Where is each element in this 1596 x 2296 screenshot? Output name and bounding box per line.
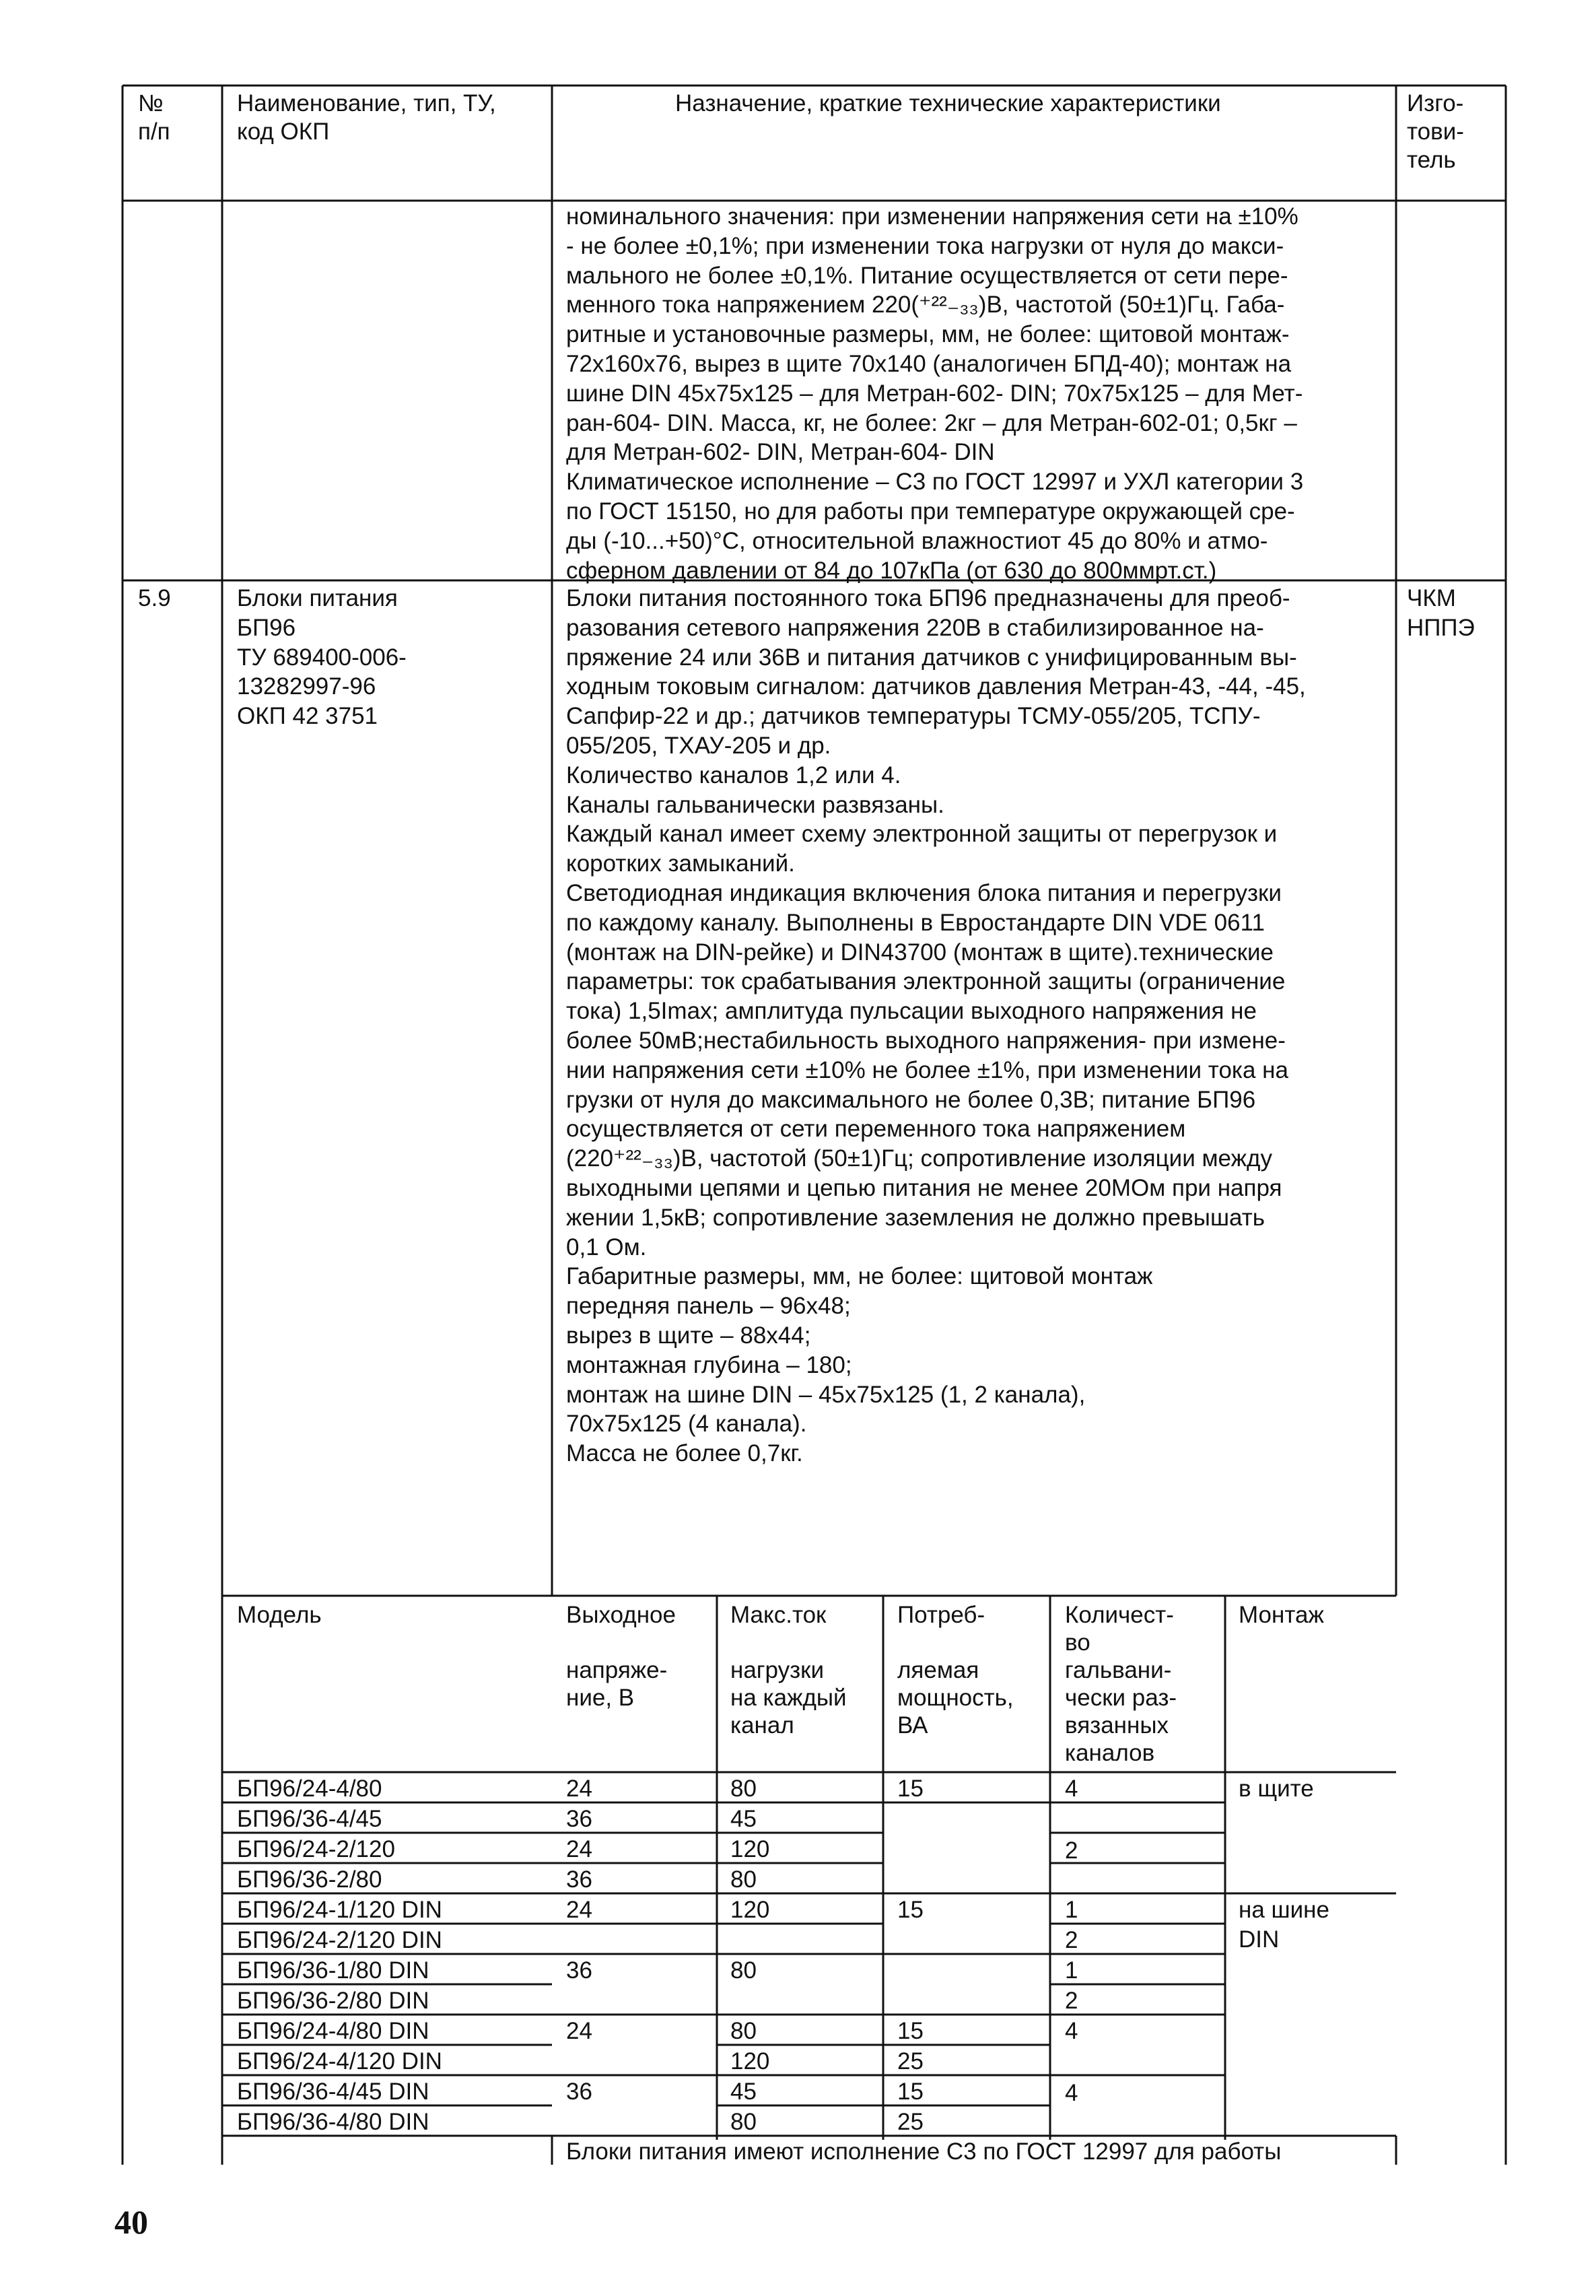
- model-name: БП96/24-2/120 DIN: [237, 1927, 442, 1953]
- models-header-model: Модель: [237, 1602, 322, 1628]
- voltage-cell: 36: [566, 1806, 592, 1832]
- voltage-cell: 36: [566, 1866, 592, 1893]
- page-number: 40: [114, 2203, 148, 2241]
- channels-cell: 4: [1065, 2080, 1078, 2106]
- model-name: БП96/36-4/45 DIN: [237, 2079, 429, 2105]
- voltage-cell: 24: [566, 2018, 592, 2044]
- channels-cell: 4: [1065, 2018, 1078, 2044]
- desc-line: Масса не более 0,7кг.: [566, 1440, 803, 1467]
- current-cell: 45: [730, 1806, 757, 1832]
- desc-line: грузки от нуля до максимального не более 0,3В; питание БП96: [566, 1086, 1256, 1113]
- text-line: для Метран-602- DIN, Метран-604- DIN: [566, 439, 995, 466]
- voltage-cell: 36: [566, 1957, 592, 1984]
- power-cell: 25: [897, 2109, 924, 2135]
- models-header-mount: Монтаж: [1239, 1602, 1324, 1628]
- text-line: сферном давлении от 84 до 107кПа (от 630 до 800ммрт.ст.): [566, 557, 1217, 584]
- item-name: [237, 584, 407, 731]
- item-maker-line: ЧКМ: [1407, 585, 1456, 611]
- model-name: БП96/36-1/80 DIN: [237, 1957, 429, 1984]
- model-name: БП96/24-4/120 DIN: [237, 2048, 442, 2074]
- text-line: номинального значения: при изменении напряжения сети на ±10%: [566, 203, 1298, 230]
- power-cell: 15: [897, 1897, 924, 1923]
- current-cell: 80: [730, 2109, 757, 2135]
- power-cell: 15: [897, 2079, 924, 2105]
- desc-line: Блоки питания постоянного тока БП96 предназначены для преоб-: [566, 585, 1290, 611]
- voltage-cell: 24: [566, 1836, 592, 1862]
- desc-line: жении 1,5кВ; сопротивление заземления не должно превышать: [566, 1204, 1265, 1231]
- text-line: ран-604- DIN. Масса, кг, не более: 2кг – для Метран-602-01; 0,5кг –: [566, 409, 1297, 436]
- desc-line: вырез в щите – 88х44;: [566, 1322, 811, 1349]
- desc-line: монтаж на шине DIN – 45х75х125 (1, 2 канала),: [566, 1381, 1086, 1408]
- desc-line: Габаритные размеры, мм, не более: щитовой монтаж: [566, 1263, 1153, 1290]
- text-line: ды (-10...+50)°С, относительной влажностиот 45 до 80% и атмо-: [566, 527, 1268, 554]
- desc-line: Количество каналов 1,2 или 4.: [566, 762, 901, 788]
- desc-line: пряжение 24 или 36В и питания датчиков с унифицированным вы-: [566, 644, 1297, 671]
- item-number: 5.9: [138, 585, 171, 611]
- continued-text: [566, 202, 1303, 585]
- item-name-line: 13282997-96: [237, 673, 376, 700]
- voltage-cell: 24: [566, 1776, 592, 1802]
- channels-cell: 1: [1065, 1897, 1078, 1923]
- current-cell: 80: [730, 1776, 757, 1802]
- footer-note: Блоки питания имеют исполнение С3 по ГОСТ 12997 для работы: [566, 2138, 1282, 2165]
- desc-line: коротких замыканий.: [566, 850, 795, 877]
- current-cell: 80: [730, 1957, 757, 1984]
- header-purpose: Назначение, краткие технические характеристики: [675, 90, 1221, 116]
- desc-line: более 50мВ;нестабильность выходного напряжения- при измене-: [566, 1027, 1286, 1054]
- desc-line: 055/205, ТХАУ-205 и др.: [566, 732, 831, 759]
- desc-line: передняя панель – 96х48;: [566, 1293, 851, 1320]
- mount-cell: на шине DIN: [1239, 1897, 1329, 1953]
- item-name-line: Блоки питания: [237, 585, 398, 611]
- desc-line: монтажная глубина – 180;: [566, 1351, 852, 1378]
- desc-line: Каналы гальванически развязаны.: [566, 791, 944, 818]
- text-line: шине DIN 45х75х125 – для Метран-602- DIN; 70х75х125 – для Мет-: [566, 380, 1303, 407]
- channels-cell: 4: [1065, 1776, 1078, 1802]
- model-name: БП96/24-2/120: [237, 1836, 395, 1862]
- channels-cell: 2: [1065, 1988, 1078, 2014]
- desc-line: Сапфир-22 и др.; датчиков температуры ТСМУ-055/205, ТСПУ-: [566, 703, 1261, 730]
- model-name: БП96/36-2/80 DIN: [237, 1988, 429, 2014]
- desc-line: 0,1 Ом.: [566, 1234, 647, 1260]
- model-name: БП96/24-4/80 DIN: [237, 2018, 429, 2044]
- power-cell: 15: [897, 1776, 924, 1802]
- power-cell: 15: [897, 2018, 924, 2044]
- header-name: Наименование, тип, ТУ, код ОКП: [237, 90, 496, 145]
- text-line: ритные и установочные размеры, мм, не более: щитовой монтаж-: [566, 321, 1290, 348]
- text-line: 72х160х76, вырез в щите 70х140 (аналогичен БПД-40); монтаж на: [566, 350, 1292, 377]
- model-name: БП96/36-4/45: [237, 1806, 382, 1832]
- desc-line: разования сетевого напряжения 220В в стабилизированное на-: [566, 614, 1264, 641]
- model-name: БП96/36-2/80: [237, 1866, 382, 1893]
- desc-line: (220⁺²²₋₃₃)В, частотой (50±1)Гц; сопротивление изоляции между: [566, 1145, 1272, 1172]
- desc-line: параметры: ток срабатывания электронной защиты (ограничение: [566, 968, 1286, 995]
- item-name-line: ОКП 42 3751: [237, 703, 378, 730]
- channels-cell: 2: [1065, 1837, 1078, 1864]
- desc-line: тока) 1,5Imax; амплитуда пульсации выходного напряжения не: [566, 998, 1257, 1025]
- text-line: менного тока напряжением 220(⁺²²₋₃₃)В, частотой (50±1)Гц. Габа-: [566, 292, 1285, 318]
- power-cell: 25: [897, 2048, 924, 2074]
- item-name-line: ТУ 689400-006-: [237, 644, 407, 671]
- header-num: № п/п: [138, 90, 170, 145]
- models-header-current: Макс.ток нагрузки на каждый канал: [730, 1602, 847, 1738]
- models-header-voltage: Выходное напряже- ние, В: [566, 1602, 676, 1711]
- item-name-line: БП96: [237, 614, 296, 641]
- text-line: мального не более ±0,1%. Питание осуществляется от сети пере-: [566, 262, 1288, 289]
- item-description: [566, 584, 1306, 1468]
- voltage-cell: 36: [566, 2079, 592, 2105]
- desc-line: (монтаж на DIN-рейке) и DIN43700 (монтаж в щите).технические: [566, 939, 1274, 966]
- desc-line: Каждый канал имеет схему электронной защиты от перегрузок и: [566, 821, 1278, 848]
- current-cell: 45: [730, 2079, 757, 2105]
- current-cell: 120: [730, 1897, 770, 1923]
- desc-line: Светодиодная индикация включения блока питания и перегрузки: [566, 879, 1282, 906]
- current-cell: 120: [730, 1836, 770, 1862]
- desc-line: ходным токовым сигналом: датчиков давления Метран-43, -44, -45,: [566, 673, 1306, 700]
- desc-line: выходными цепями и цепью питания не менее 20МОм при напря: [566, 1174, 1282, 1201]
- voltage-cell: 24: [566, 1897, 592, 1923]
- mount-cell: в щите: [1239, 1776, 1314, 1802]
- header-maker: Изго- тови- тель: [1407, 90, 1464, 173]
- item-maker: [1407, 584, 1475, 643]
- models-header-channels: Количест- во гальвани- чески раз- вязанных каналов: [1065, 1602, 1177, 1766]
- model-name: БП96/36-4/80 DIN: [237, 2109, 429, 2135]
- model-name: БП96/24-4/80: [237, 1776, 382, 1802]
- current-cell: 80: [730, 1866, 757, 1893]
- current-cell: 120: [730, 2048, 770, 2074]
- models-header-power: Потреб- ляемая мощность, ВА: [897, 1602, 1014, 1738]
- text-line: по ГОСТ 15150, но для работы при температуре окружающей сре-: [566, 498, 1295, 525]
- desc-line: осуществляется от сети переменного тока напряжением: [566, 1116, 1186, 1143]
- desc-line: нии напряжения сети ±10% не более ±1%, при изменении тока на: [566, 1056, 1288, 1083]
- model-name: БП96/24-1/120 DIN: [237, 1897, 442, 1923]
- channels-cell: 1: [1065, 1957, 1078, 1984]
- text-line: Климатическое исполнение – С3 по ГОСТ 12997 и УХЛ категории 3: [566, 469, 1304, 496]
- item-maker-line: НППЭ: [1407, 614, 1475, 641]
- channels-cell: 2: [1065, 1927, 1078, 1953]
- current-cell: 80: [730, 2018, 757, 2044]
- desc-line: по каждому каналу. Выполнены в Евростандарте DIN VDE 0611: [566, 909, 1265, 936]
- text-line: - не более ±0,1%; при изменении тока нагрузки от нуля до макси-: [566, 232, 1284, 259]
- desc-line: 70х75х125 (4 канала).: [566, 1411, 807, 1438]
